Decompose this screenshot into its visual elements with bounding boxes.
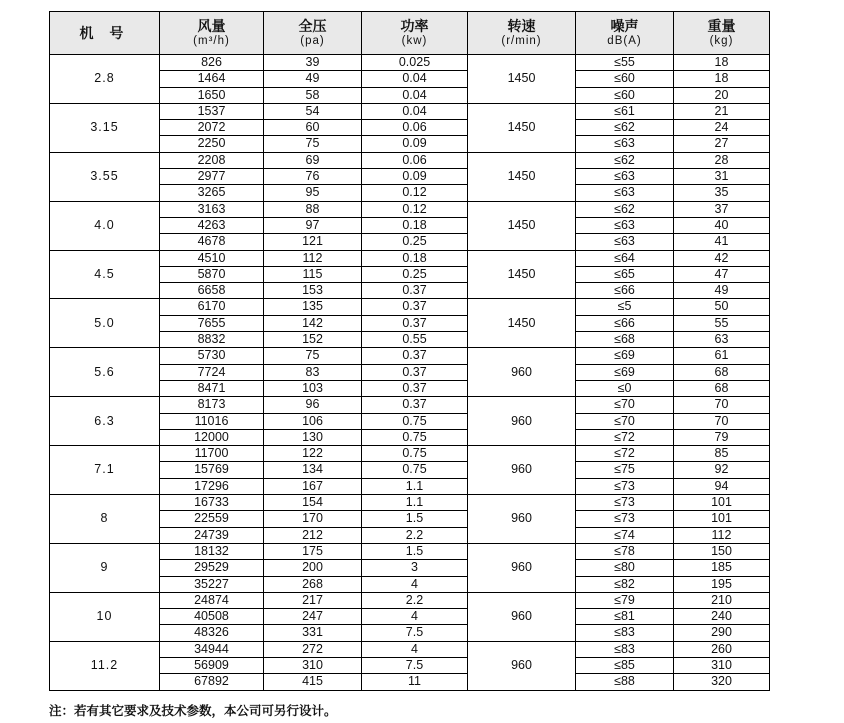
noise-cell: ≤80 <box>576 560 674 576</box>
noise-cell: ≤66 <box>576 283 674 299</box>
table-row <box>50 641 770 657</box>
noise-cell: ≤63 <box>576 185 674 201</box>
model-cell: 5.6 <box>50 348 160 397</box>
speed-cell: 1450 <box>468 103 576 152</box>
power-cell: 4 <box>362 576 468 592</box>
flow-cell: 2250 <box>160 136 264 152</box>
fan-spec-table <box>49 11 770 691</box>
noise-cell: ≤55 <box>576 55 674 71</box>
power-cell: 0.25 <box>362 266 468 282</box>
pressure-cell: 310 <box>264 657 362 673</box>
header-label: 重量 <box>707 18 736 34</box>
weight-cell: 101 <box>674 511 770 527</box>
weight-cell: 28 <box>674 152 770 168</box>
noise-cell: ≤68 <box>576 332 674 348</box>
pressure-cell: 54 <box>264 103 362 119</box>
power-cell: 0.37 <box>362 397 468 413</box>
table-row <box>50 495 770 511</box>
header-label: 全压 <box>298 18 327 34</box>
weight-cell: 210 <box>674 592 770 608</box>
power-cell: 0.18 <box>362 250 468 266</box>
speed-cell: 960 <box>468 641 576 690</box>
pressure-cell: 331 <box>264 625 362 641</box>
spec-table-container <box>49 11 769 691</box>
table-row <box>50 446 770 462</box>
header-label: 转速 <box>507 18 536 34</box>
flow-cell: 3163 <box>160 201 264 217</box>
header-unit: (pa) <box>300 35 325 47</box>
header-weight <box>674 12 770 55</box>
noise-cell: ≤78 <box>576 543 674 559</box>
noise-cell: ≤69 <box>576 348 674 364</box>
pressure-cell: 130 <box>264 429 362 445</box>
header-unit: (r/min) <box>501 35 542 47</box>
flow-cell: 8471 <box>160 380 264 396</box>
weight-cell: 20 <box>674 87 770 103</box>
noise-cell: ≤83 <box>576 625 674 641</box>
pressure-cell: 95 <box>264 185 362 201</box>
table-row <box>50 397 770 413</box>
speed-cell: 960 <box>468 543 576 592</box>
header-label: 功率 <box>400 18 429 34</box>
noise-cell: ≤74 <box>576 527 674 543</box>
pressure-cell: 49 <box>264 71 362 87</box>
weight-cell: 290 <box>674 625 770 641</box>
speed-cell: 1450 <box>468 55 576 104</box>
table-row <box>50 299 770 315</box>
weight-cell: 27 <box>674 136 770 152</box>
power-cell: 0.06 <box>362 120 468 136</box>
power-cell: 4 <box>362 609 468 625</box>
speed-cell: 960 <box>468 592 576 641</box>
power-cell: 0.18 <box>362 217 468 233</box>
pressure-cell: 135 <box>264 299 362 315</box>
noise-cell: ≤66 <box>576 315 674 331</box>
flow-cell: 67892 <box>160 674 264 690</box>
power-cell: 0.75 <box>362 429 468 445</box>
flow-cell: 29529 <box>160 560 264 576</box>
flow-cell: 35227 <box>160 576 264 592</box>
flow-cell: 34944 <box>160 641 264 657</box>
noise-cell: ≤63 <box>576 234 674 250</box>
noise-cell: ≤72 <box>576 429 674 445</box>
noise-cell: ≤79 <box>576 592 674 608</box>
flow-cell: 11016 <box>160 413 264 429</box>
power-cell: 0.025 <box>362 55 468 71</box>
speed-cell: 960 <box>468 446 576 495</box>
table-row <box>50 103 770 119</box>
model-cell: 2.8 <box>50 55 160 104</box>
weight-cell: 85 <box>674 446 770 462</box>
pressure-cell: 217 <box>264 592 362 608</box>
pressure-cell: 96 <box>264 397 362 413</box>
weight-cell: 63 <box>674 332 770 348</box>
table-row <box>50 55 770 71</box>
weight-cell: 61 <box>674 348 770 364</box>
header-noise <box>576 12 674 55</box>
weight-cell: 70 <box>674 397 770 413</box>
power-cell: 1.1 <box>362 495 468 511</box>
power-cell: 0.55 <box>362 332 468 348</box>
pressure-cell: 121 <box>264 234 362 250</box>
pressure-cell: 39 <box>264 55 362 71</box>
flow-cell: 3265 <box>160 185 264 201</box>
noise-cell: ≤75 <box>576 462 674 478</box>
weight-cell: 240 <box>674 609 770 625</box>
flow-cell: 22559 <box>160 511 264 527</box>
flow-cell: 2208 <box>160 152 264 168</box>
pressure-cell: 153 <box>264 283 362 299</box>
power-cell: 0.25 <box>362 234 468 250</box>
pressure-cell: 106 <box>264 413 362 429</box>
flow-cell: 7655 <box>160 315 264 331</box>
pressure-cell: 167 <box>264 478 362 494</box>
noise-cell: ≤64 <box>576 250 674 266</box>
power-cell: 0.09 <box>362 136 468 152</box>
flow-cell: 56909 <box>160 657 264 673</box>
model-cell: 4.0 <box>50 201 160 250</box>
header-unit: dB(A) <box>607 35 642 47</box>
power-cell: 0.06 <box>362 152 468 168</box>
weight-cell: 185 <box>674 560 770 576</box>
table-row <box>50 592 770 608</box>
flow-cell: 18132 <box>160 543 264 559</box>
pressure-cell: 103 <box>264 380 362 396</box>
noise-cell: ≤70 <box>576 397 674 413</box>
noise-cell: ≤62 <box>576 120 674 136</box>
power-cell: 1.1 <box>362 478 468 494</box>
flow-cell: 2977 <box>160 169 264 185</box>
flow-cell: 4510 <box>160 250 264 266</box>
flow-cell: 15769 <box>160 462 264 478</box>
pressure-cell: 76 <box>264 169 362 185</box>
header-unit: (kg) <box>709 35 734 47</box>
noise-cell: ≤82 <box>576 576 674 592</box>
weight-cell: 24 <box>674 120 770 136</box>
model-cell: 8 <box>50 495 160 544</box>
pressure-cell: 97 <box>264 217 362 233</box>
power-cell: 0.75 <box>362 413 468 429</box>
power-cell: 0.37 <box>362 315 468 331</box>
weight-cell: 18 <box>674 55 770 71</box>
pressure-cell: 75 <box>264 348 362 364</box>
pressure-cell: 200 <box>264 560 362 576</box>
flow-cell: 12000 <box>160 429 264 445</box>
power-cell: 0.75 <box>362 446 468 462</box>
pressure-cell: 268 <box>264 576 362 592</box>
weight-cell: 92 <box>674 462 770 478</box>
flow-cell: 16733 <box>160 495 264 511</box>
model-cell: 3.15 <box>50 103 160 152</box>
model-cell: 11.2 <box>50 641 160 690</box>
pressure-cell: 154 <box>264 495 362 511</box>
weight-cell: 41 <box>674 234 770 250</box>
noise-cell: ≤73 <box>576 495 674 511</box>
flow-cell: 8832 <box>160 332 264 348</box>
power-cell: 2.2 <box>362 592 468 608</box>
noise-cell: ≤60 <box>576 71 674 87</box>
flow-cell: 6170 <box>160 299 264 315</box>
header-unit: (m³/h) <box>193 35 230 47</box>
flow-cell: 5730 <box>160 348 264 364</box>
flow-cell: 24739 <box>160 527 264 543</box>
noise-cell: ≤0 <box>576 380 674 396</box>
pressure-cell: 247 <box>264 609 362 625</box>
header-flow <box>160 12 264 55</box>
flow-cell: 1650 <box>160 87 264 103</box>
noise-cell: ≤61 <box>576 103 674 119</box>
noise-cell: ≤60 <box>576 87 674 103</box>
weight-cell: 101 <box>674 495 770 511</box>
pressure-cell: 58 <box>264 87 362 103</box>
flow-cell: 8173 <box>160 397 264 413</box>
pressure-cell: 152 <box>264 332 362 348</box>
flow-cell: 7724 <box>160 364 264 380</box>
noise-cell: ≤70 <box>576 413 674 429</box>
table-row <box>50 348 770 364</box>
speed-cell: 1450 <box>468 299 576 348</box>
pressure-cell: 112 <box>264 250 362 266</box>
speed-cell: 960 <box>468 495 576 544</box>
weight-cell: 79 <box>674 429 770 445</box>
weight-cell: 70 <box>674 413 770 429</box>
flow-cell: 24874 <box>160 592 264 608</box>
power-cell: 0.04 <box>362 103 468 119</box>
weight-cell: 195 <box>674 576 770 592</box>
weight-cell: 21 <box>674 103 770 119</box>
noise-cell: ≤5 <box>576 299 674 315</box>
power-cell: 7.5 <box>362 625 468 641</box>
pressure-cell: 415 <box>264 674 362 690</box>
pressure-cell: 134 <box>264 462 362 478</box>
header-unit: (kw) <box>401 35 428 47</box>
flow-cell: 826 <box>160 55 264 71</box>
pressure-cell: 83 <box>264 364 362 380</box>
flow-cell: 4678 <box>160 234 264 250</box>
noise-cell: ≤73 <box>576 478 674 494</box>
power-cell: 0.37 <box>362 380 468 396</box>
noise-cell: ≤83 <box>576 641 674 657</box>
weight-cell: 260 <box>674 641 770 657</box>
model-cell: 5.0 <box>50 299 160 348</box>
weight-cell: 37 <box>674 201 770 217</box>
table-row <box>50 201 770 217</box>
speed-cell: 1450 <box>468 250 576 299</box>
noise-cell: ≤73 <box>576 511 674 527</box>
table-row <box>50 250 770 266</box>
flow-cell: 2072 <box>160 120 264 136</box>
power-cell: 1.5 <box>362 543 468 559</box>
weight-cell: 68 <box>674 380 770 396</box>
power-cell: 0.75 <box>362 462 468 478</box>
power-cell: 11 <box>362 674 468 690</box>
header-label: 风量 <box>197 18 226 34</box>
speed-cell: 960 <box>468 397 576 446</box>
flow-cell: 1537 <box>160 103 264 119</box>
pressure-cell: 212 <box>264 527 362 543</box>
weight-cell: 150 <box>674 543 770 559</box>
footnote: 注：若有其它要求及技术参数，本公司可另行设计。 <box>49 704 337 718</box>
weight-cell: 47 <box>674 266 770 282</box>
pressure-cell: 272 <box>264 641 362 657</box>
flow-cell: 5870 <box>160 266 264 282</box>
header-speed <box>468 12 576 55</box>
power-cell: 0.37 <box>362 348 468 364</box>
power-cell: 0.37 <box>362 283 468 299</box>
header-row <box>50 12 770 55</box>
speed-cell: 1450 <box>468 201 576 250</box>
model-cell: 9 <box>50 543 160 592</box>
noise-cell: ≤81 <box>576 609 674 625</box>
pressure-cell: 75 <box>264 136 362 152</box>
weight-cell: 31 <box>674 169 770 185</box>
model-cell: 6.3 <box>50 397 160 446</box>
flow-cell: 11700 <box>160 446 264 462</box>
power-cell: 0.12 <box>362 185 468 201</box>
pressure-cell: 69 <box>264 152 362 168</box>
weight-cell: 320 <box>674 674 770 690</box>
weight-cell: 68 <box>674 364 770 380</box>
power-cell: 0.37 <box>362 299 468 315</box>
flow-cell: 48326 <box>160 625 264 641</box>
table-row <box>50 543 770 559</box>
noise-cell: ≤63 <box>576 169 674 185</box>
header-pressure <box>264 12 362 55</box>
flow-cell: 6658 <box>160 283 264 299</box>
pressure-cell: 88 <box>264 201 362 217</box>
weight-cell: 112 <box>674 527 770 543</box>
weight-cell: 42 <box>674 250 770 266</box>
flow-cell: 4263 <box>160 217 264 233</box>
pressure-cell: 170 <box>264 511 362 527</box>
flow-cell: 40508 <box>160 609 264 625</box>
power-cell: 7.5 <box>362 657 468 673</box>
weight-cell: 310 <box>674 657 770 673</box>
flow-cell: 1464 <box>160 71 264 87</box>
power-cell: 3 <box>362 560 468 576</box>
model-cell: 7.1 <box>50 446 160 495</box>
noise-cell: ≤85 <box>576 657 674 673</box>
weight-cell: 40 <box>674 217 770 233</box>
header-label: 机 号 <box>79 25 130 41</box>
table-row <box>50 152 770 168</box>
pressure-cell: 142 <box>264 315 362 331</box>
power-cell: 0.37 <box>362 364 468 380</box>
table-body <box>50 55 770 691</box>
speed-cell: 960 <box>468 348 576 397</box>
model-cell: 3.55 <box>50 152 160 201</box>
noise-cell: ≤69 <box>576 364 674 380</box>
power-cell: 4 <box>362 641 468 657</box>
power-cell: 0.04 <box>362 87 468 103</box>
header-power <box>362 12 468 55</box>
model-cell: 4.5 <box>50 250 160 299</box>
weight-cell: 18 <box>674 71 770 87</box>
pressure-cell: 115 <box>264 266 362 282</box>
noise-cell: ≤62 <box>576 201 674 217</box>
power-cell: 1.5 <box>362 511 468 527</box>
model-cell: 10 <box>50 592 160 641</box>
noise-cell: ≤63 <box>576 217 674 233</box>
pressure-cell: 122 <box>264 446 362 462</box>
flow-cell: 17296 <box>160 478 264 494</box>
noise-cell: ≤62 <box>576 152 674 168</box>
noise-cell: ≤72 <box>576 446 674 462</box>
noise-cell: ≤88 <box>576 674 674 690</box>
weight-cell: 55 <box>674 315 770 331</box>
header-model <box>50 12 160 55</box>
noise-cell: ≤63 <box>576 136 674 152</box>
speed-cell: 1450 <box>468 152 576 201</box>
noise-cell: ≤65 <box>576 266 674 282</box>
power-cell: 0.04 <box>362 71 468 87</box>
weight-cell: 94 <box>674 478 770 494</box>
power-cell: 2.2 <box>362 527 468 543</box>
pressure-cell: 175 <box>264 543 362 559</box>
weight-cell: 35 <box>674 185 770 201</box>
power-cell: 0.12 <box>362 201 468 217</box>
weight-cell: 50 <box>674 299 770 315</box>
power-cell: 0.09 <box>362 169 468 185</box>
weight-cell: 49 <box>674 283 770 299</box>
pressure-cell: 60 <box>264 120 362 136</box>
header-label: 噪声 <box>610 18 639 34</box>
